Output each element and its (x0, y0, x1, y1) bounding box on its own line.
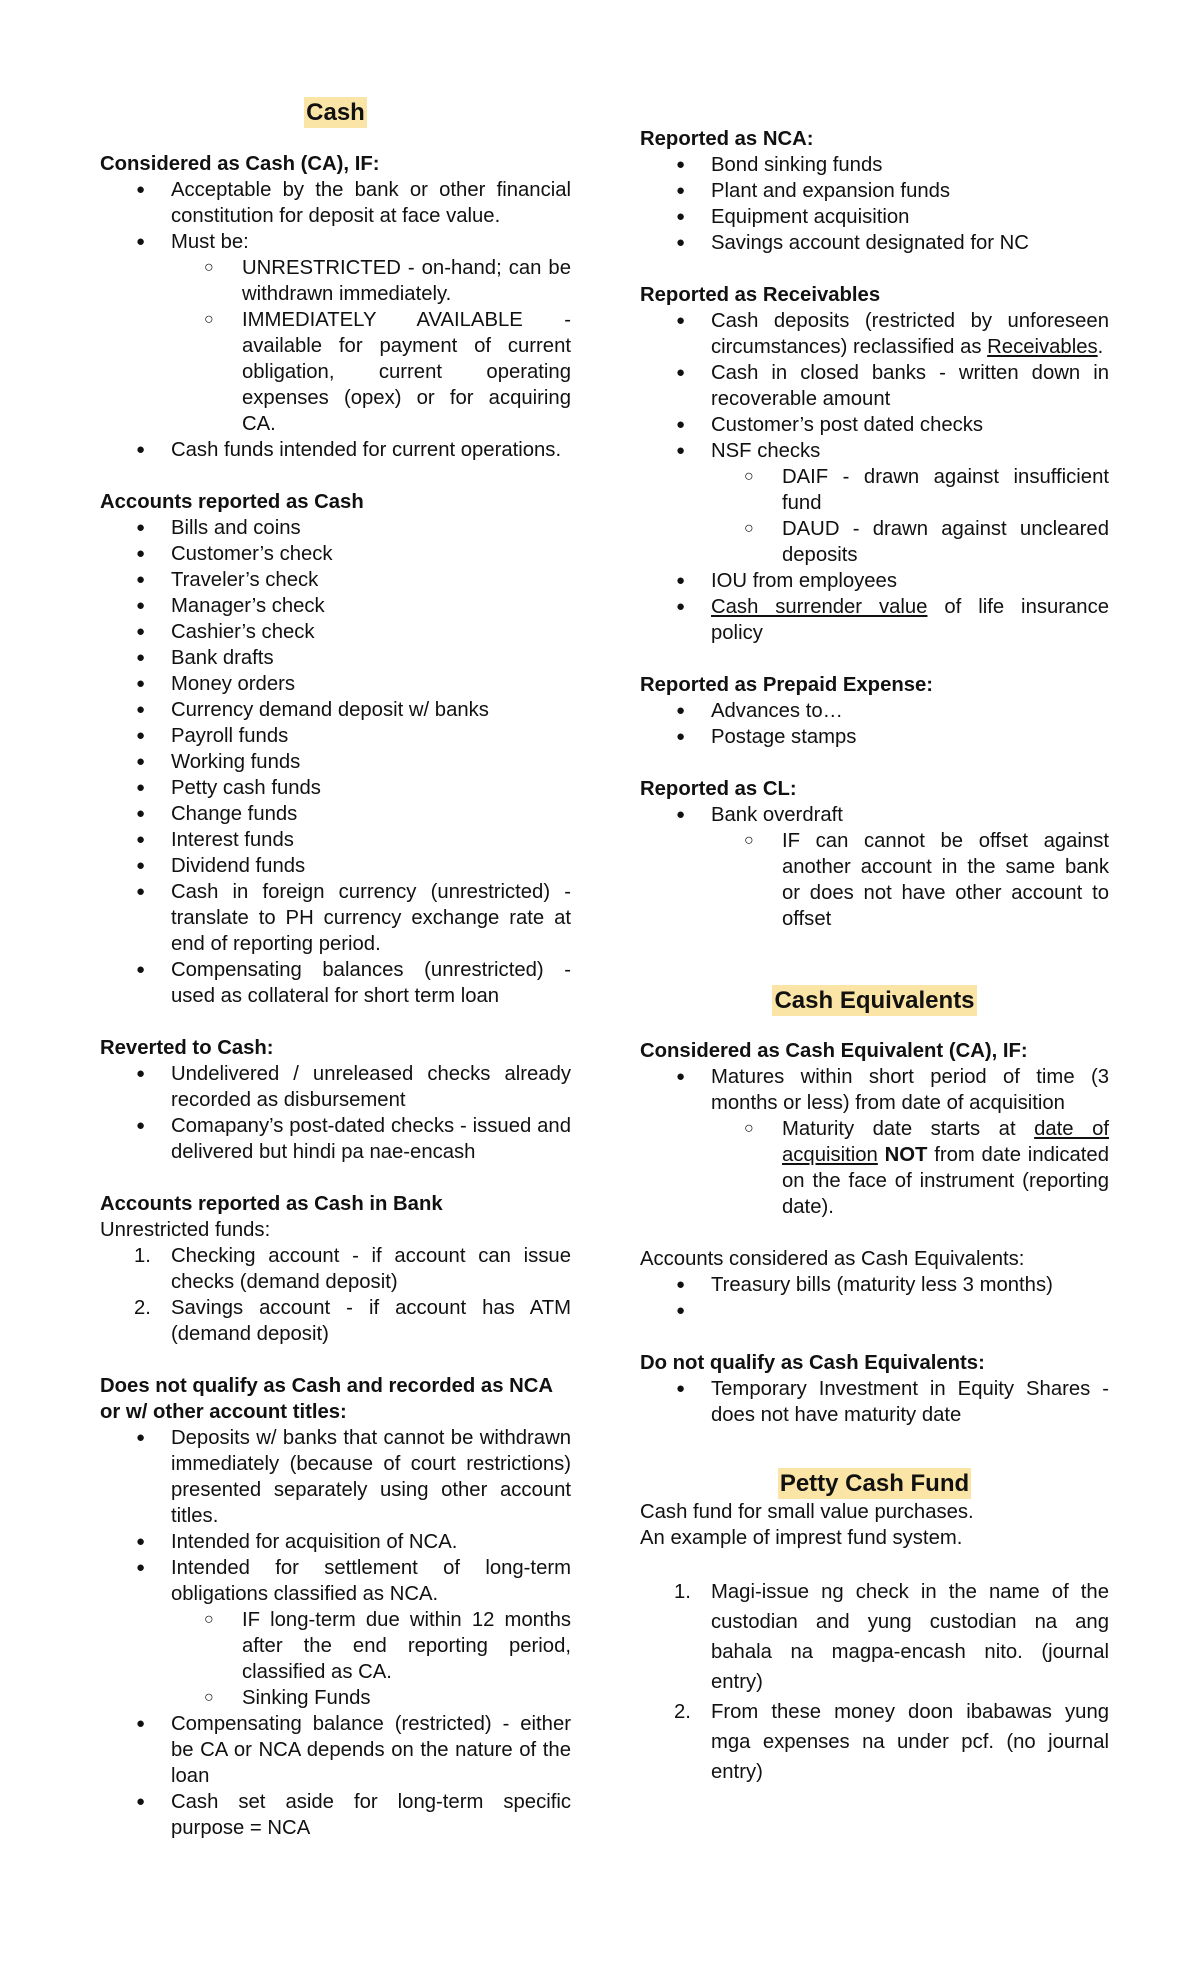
reverted-heading: Reverted to Cash: (100, 1037, 274, 1059)
ce-nq-list (640, 1376, 1109, 1428)
nsf-list (711, 464, 1109, 568)
list-item: 2. From these money doon ibabawas yung mga expenses na under pcf. (no journal entry) (674, 1701, 1109, 1783)
receivables-heading: Reported as Receivables (640, 284, 881, 306)
list-item: ● IOU from employees (640, 568, 1109, 594)
right-column (640, 126, 1109, 1787)
list-item: ● Manager’s check (100, 593, 571, 619)
prepaid-list (640, 698, 1109, 750)
list-item: ● Postage stamps (640, 724, 1109, 750)
list-item: ● Cash in closed banks - written down in recoverable amount (640, 360, 1109, 412)
bank-heading: Accounts reported as Cash in Bank (100, 1193, 443, 1215)
list-item: ● Compensating balances (unrestricted) - used as collateral for short term loan (100, 957, 571, 1009)
list-item: ○ IF can cannot be offset against another account in the same bank or does not have other account to offset (711, 828, 1109, 932)
ce-accounts-heading: Accounts considered as Cash Equivalents: (640, 1248, 1025, 1270)
list-item: ● Treasury bills (maturity less 3 months) (640, 1272, 1109, 1298)
list-item: 1. Checking account - if account can issue checks (demand deposit) (134, 1245, 571, 1293)
list-item: ● Cash set aside for long-term specific purpose = NCA (100, 1789, 571, 1841)
list-item: ● Payroll funds (100, 723, 571, 749)
list-item: ● Bills and coins (100, 515, 571, 541)
list-item: ● Cash funds intended for current operations. (100, 437, 571, 463)
nqual-sub-list (171, 1607, 571, 1711)
list-item: ● Interest funds (100, 827, 571, 853)
petty-cash-fund-title: Petty Cash Fund (779, 1470, 970, 1497)
list-item: ● Savings account designated for NC (640, 230, 1109, 256)
left-column (100, 97, 571, 1841)
list-item: ○ DAUD - drawn against uncleared deposits (711, 516, 1109, 568)
list-item: ● Undelivered / unreleased checks already recorded as disbursement (100, 1061, 571, 1113)
list-item: ● Traveler’s check (100, 567, 571, 593)
list-item: ● Plant and expansion funds (640, 178, 1109, 204)
accounts-heading: Accounts reported as Cash (100, 491, 364, 513)
ce-heading: Considered as Cash Equivalent (CA), IF: (640, 1040, 1028, 1062)
reverted-list (100, 1061, 571, 1165)
list-item: ● Cash in foreign currency (unrestricted) - translate to PH currency exchange rate at end of reporting period. (100, 879, 571, 957)
list-item: ● Dividend funds (100, 853, 571, 879)
bank-subheading: Unrestricted funds: (100, 1219, 271, 1241)
list-item: ● Currency demand deposit w/ banks (100, 697, 571, 723)
ce-sub-list (711, 1116, 1109, 1220)
cl-heading: Reported as CL: (640, 778, 797, 800)
list-item: ● Compensating balance (restricted) - either be CA or NCA depends on the nature of the loan (100, 1711, 571, 1789)
list-item: ● Comapany’s post-dated checks - issued and delivered but hindi pa nae-encash (100, 1113, 571, 1165)
bank-list (100, 1243, 571, 1347)
list-item: ● Change funds (100, 801, 571, 827)
list-item: ● Temporary Investment in Equity Shares - does not have maturity date (640, 1376, 1109, 1428)
list-item: ● Bank drafts (100, 645, 571, 671)
nqual-list (100, 1425, 571, 1841)
list-item: ● Cash deposits (restricted by unforeseen circumstances) reclassified as Receivables. (640, 308, 1109, 360)
list-item (640, 1298, 1109, 1324)
list-item: ● Deposits w/ banks that cannot be withdrawn immediately (because of court restrictions) presented separately using other account titles. (100, 1425, 571, 1529)
nqual-heading: Does not qualify as Cash and recorded as NCA or w/ other account titles: (100, 1375, 553, 1423)
list-item: ● Cash surrender value of life insurance policy (640, 594, 1109, 646)
list-item: ● NSF checks ○ DAIF - drawn against insufficient fund ○ DAUD - drawn against uncleared deposits (640, 438, 1109, 568)
list-item: ○ UNRESTRICTED - on-hand; can be withdrawn immediately. (171, 255, 571, 307)
accounts-list (100, 515, 571, 1009)
pcf-line-1: Cash fund for small value purchases. (640, 1501, 974, 1523)
cl-sub-list (711, 828, 1109, 932)
list-item: 2. Savings account - if account has ATM (demand deposit) (134, 1297, 571, 1345)
ce-accounts-list (640, 1272, 1109, 1324)
list-item: 1. Magi-issue ng check in the name of the custodian and yung custodian na ang bahala na magpa-encash nito. (journal entry) (674, 1581, 1109, 1693)
cash-equivalents-title: Cash Equivalents (774, 987, 975, 1014)
list-item: ● Cashier’s check (100, 619, 571, 645)
ce-list (640, 1064, 1109, 1220)
list-item: ○ IF long-term due within 12 months after the end reporting period, classified as CA. (171, 1607, 571, 1685)
cash-title: Cash (306, 99, 365, 126)
considered-list (100, 177, 571, 463)
list-item: ● Bank overdraft ○ IF can cannot be offset against another account in the same bank or does not have other account to offset (640, 802, 1109, 932)
pcf-list (640, 1577, 1109, 1787)
list-item: ● Acceptable by the bank or other financial constitution for deposit at face value. (100, 177, 571, 229)
prepaid-heading: Reported as Prepaid Expense: (640, 674, 934, 696)
pcf-line-2: An example of imprest fund system. (640, 1527, 963, 1549)
list-item: ● Advances to… (640, 698, 1109, 724)
list-item: ● Matures within short period of time (3 months or less) from date of acquisition ○ Maturity date starts at date of acquisition NOT from date indicated on the face of instrument (reporting date). (640, 1064, 1109, 1220)
receivables-list (640, 308, 1109, 646)
must-be-list (171, 255, 571, 437)
considered-heading: Considered as Cash (CA), IF: (100, 153, 380, 175)
nca-heading: Reported as NCA: (640, 128, 814, 150)
cl-list (640, 802, 1109, 932)
list-item: ○ Maturity date starts at date of acquisition NOT from date indicated on the face of instrument (reporting date). (711, 1116, 1109, 1220)
list-item: ○ IMMEDIATELY AVAILABLE - available for payment of current obligation, current operating expenses (opex) or for acquiring CA. (171, 307, 571, 437)
list-item: ● Customer’s check (100, 541, 571, 567)
list-item: ● Working funds (100, 749, 571, 775)
list-item: ● Must be: ○ UNRESTRICTED - on-hand; can be withdrawn immediately. ○ IMMEDIATELY AVAILABLE - available for payment of current obligation, current operating expenses (opex) or for acquiring CA. (100, 229, 571, 437)
list-item: ● Bond sinking funds (640, 152, 1109, 178)
list-item: ● Intended for acquisition of NCA. (100, 1529, 571, 1555)
list-item: ○ Sinking Funds (171, 1685, 571, 1711)
list-item: ● Customer’s post dated checks (640, 412, 1109, 438)
nca-list (640, 152, 1109, 256)
list-item: ● Petty cash funds (100, 775, 571, 801)
ce-nq-heading: Do not qualify as Cash Equivalents: (640, 1352, 985, 1374)
list-item: ● Money orders (100, 671, 571, 697)
list-item: ● Equipment acquisition (640, 204, 1109, 230)
list-item: ○ DAIF - drawn against insufficient fund (711, 464, 1109, 516)
list-item: ● Intended for settlement of long-term obligations classified as NCA. ○ IF long-term due within 12 months after the end reporting period, classified as CA. ○ Sinking Funds (100, 1555, 571, 1711)
